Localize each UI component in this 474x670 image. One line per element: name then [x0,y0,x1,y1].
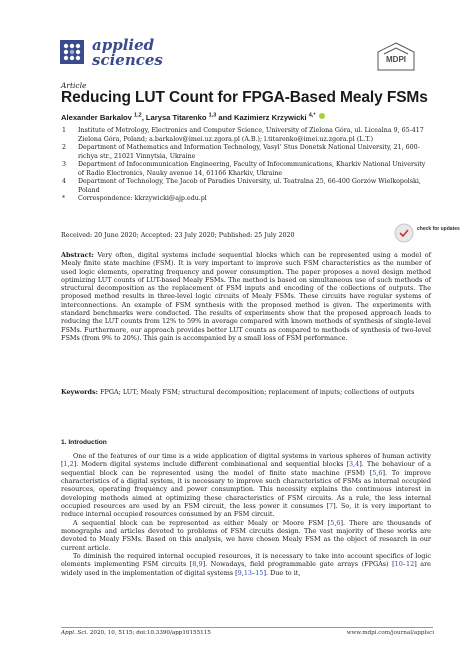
footer-citation [61,630,211,636]
affiliation-text: Institute of Metrology, Electronics and Computer Science, University of Zielona Góra, ul. Licealna 9, 65-417 Zielona Góra, Poland; a.barkalov@imei.uz.zgora.pl (A.B.); l.titarenko@imei.uz.zgora.pl (L.T.) [78,127,424,143]
author-names: Alexander Barkalov $^{1,2}$, Larysa Titarenko $^{1,3}$ and Kazimierz Krzywicki $^{4,*}$ [61,112,316,122]
footer-journal: Appl. Sci. [61,630,89,636]
affiliation-number: * [62,195,66,202]
affiliation-number: 4 [62,178,67,185]
publication-dates: Received: 20 June 2020; Accepted: 23 July 2020; Published: 25 July 2020 [61,232,295,239]
affiliation-text: Department of Mathematics and Information Technology, Vasyl’ Stus Donetsk National University, 21, 600-richya str., 21021 Vinnytsia, Ukraine [78,144,420,160]
affiliation-text: Department of Infocommunication Engineering, Faculty of Infocommunications, Kharkiv National University of Radio Electronics, Nauky avenue 14, 61166 Kharkiv, Ukraine [78,161,426,177]
affiliation-item [61,178,433,195]
keywords [61,388,431,396]
journal-name [92,38,163,68]
abstract-text: Very often, digital systems include sequential blocks which can be represented using a model of Mealy finite state machine (FSM). It is very important to improve such FSM characteristics as the number of used logic elements, operating frequency and power consumption. The paper proposes a novel design method optimizing LUT counts of LUT-based Mealy FSMs. The method is based on simultaneous use of such methods of structural decomposition as the replacement of FSM inputs and encoding of the collections of outputs. The proposed method results in three-level logic circuits of Mealy FSMs. These circuits have regular systems of interconnections. An example of FSM synthesis with the proposed method is given. The experiments with standard benchmarks were conducted. The results of experiments show that the proposed approach leads to reducing the LUT counts from 12% to 59% in average compared with known methods of synthesis of single-level FSMs. Furthermore, our approach provides better LUT counts as compared to methods of synthesis of two-level FSMs (from 9% to 20%). This gain is accompanied by a small loss of FSM performance. [61,251,431,342]
affiliation-text: Department of Technology, The Jacob of Paradies University, ul. Teatralna 25, 66-400 Gorzów Wielkopolski, Poland [78,178,421,194]
affiliation-number: 2 [62,144,67,151]
footer-divider [61,627,433,628]
paragraph: One of the features of our time is a wide application of digital systems in various spheres of human activity [1,2]. Modern digital systems include different combinational and sequential blocks [3,4]. The behaviour of a sequential block can be represented using the model of finite state machine (FSM) [5,6]. To improve characteristics of a digital system, it is necessary to improve such characteristics of FSMs as internal occupied resources, operating frequency and power consumption. This necessity explains the continuous interest in developing methods aimed at optimizing these characteristics of FSM circuits. As a rule, the less internal occupied resources are used by an FSM circuit, the less power it consumes [7]. So, it is very important to reduce internal occupied resources consumed by an FSM circuit. [61,452,431,519]
author-list [61,112,325,122]
journal-url[interactable]: www.mdpi.com/journal/applsci [346,630,434,636]
journal-name-line1: applied [92,36,155,54]
abstract [61,251,431,342]
publisher-name: MDPI [386,55,406,64]
paragraph: A sequential block can be represented as either Mealy or Moore FSM [5,6]. There are thousands of monographs and articles devoted to problems of FSM circuits design. The vast majority of these works are devoted to Mealy FSMs. Based on this analysis, we have chosen Mealy FSM as the object of research in our current article. [61,518,431,552]
affiliation-number: 1 [62,127,67,134]
orcid-icon[interactable] [319,113,325,119]
article-title: Reducing LUT Count for FPGA-Based Mealy FSMs [61,89,428,106]
introduction-body [61,452,431,577]
affiliation-number: 3 [62,161,67,168]
abstract-label: Abstract: [61,251,94,259]
article-type: Article [61,81,87,90]
journal-name-line2: sciences [92,51,163,69]
affiliation-item [61,144,433,161]
affiliation-item [61,127,433,144]
section-title: 1. Introduction [61,439,107,446]
affiliations [61,127,433,204]
keywords-label: Keywords: [61,388,99,396]
keywords-text: FPGA; LUT; Mealy FSM; structural decomposition; replacement of inputs; collections of outputs [100,388,415,396]
affiliation-item [61,195,433,204]
footer-doi: 2020, 10, 5115; doi:10.3390/app10155115 [88,630,211,636]
check-for-updates-label[interactable]: check for updates [417,226,460,232]
journal-logo-icon [60,40,84,64]
affiliation-item [61,161,433,178]
affiliation-text: Correspondence: kkrzywicki@ajp.edu.pl [78,195,207,202]
paragraph: To diminish the required internal occupied resources, it is necessary to take into account specifics of logic elements implementing FSM circuits [8,9]. Nowadays, field programmable gate arrays (FPGAs) [10–12] are widely used in the implementation of digital systems [9,13–15]. Due to it, [61,552,431,577]
